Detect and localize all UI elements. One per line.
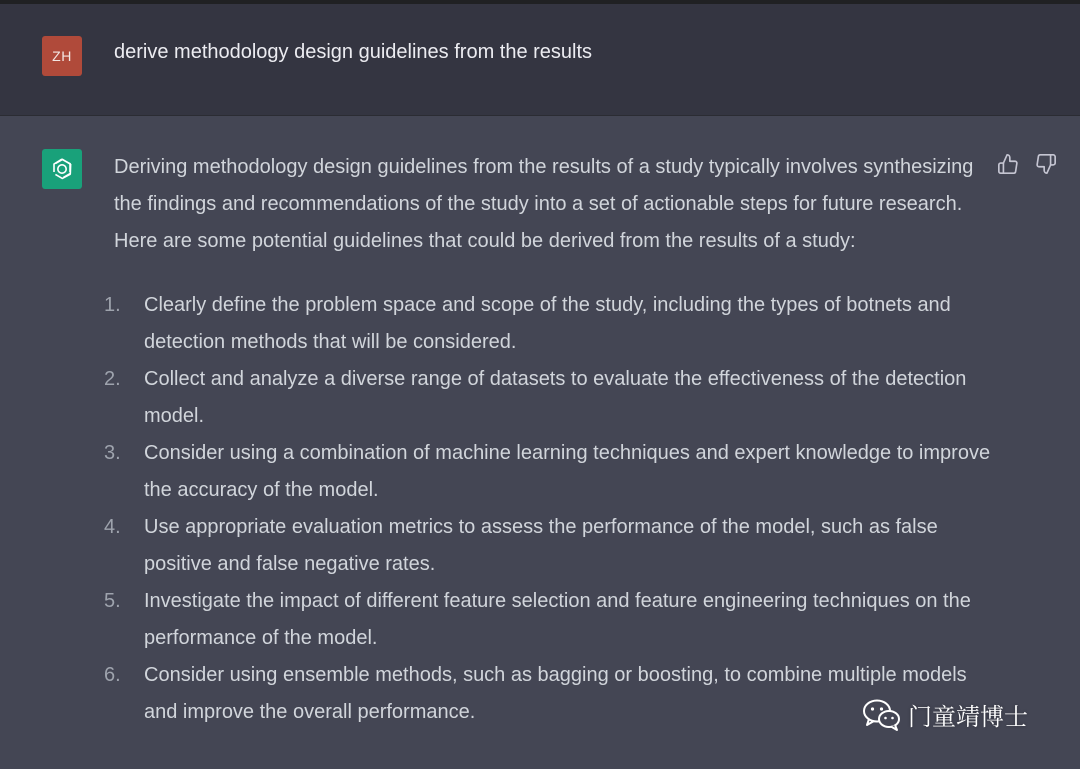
list-item-number: 2. [104,368,121,390]
list-item [104,361,994,435]
assistant-message-row [0,116,1080,769]
assistant-avatar [42,149,82,189]
assistant-answer [104,149,994,731]
answer-intro: Deriving methodology design guidelines from the results of a study typically involves synthesizing the findings and recommendations of the study into a set of actionable steps for future research. Here are some potential guidelines that could be derived from the results of a study: [114,156,974,252]
list-item-number: 3. [104,442,121,464]
list-item [104,509,994,583]
list-item-text: Collect and analyze a diverse range of datasets to evaluate the effectiveness of the detection model. [144,368,967,427]
watermark-text: 门童靖博士 [908,703,1028,731]
guidelines-list [104,287,994,731]
list-item-text: Clearly define the problem space and scope of the study, including the types of botnets and detection methods that will be considered. [144,294,951,353]
list-item-text: Investigate the impact of different feature selection and feature engineering techniques on the performance of the model. [144,590,971,649]
wechat-icon [862,698,902,732]
list-item-text: Use appropriate evaluation metrics to assess the performance of the model, such as false positive and false negative rates. [144,516,938,575]
thumbs-up-button[interactable] [996,152,1020,176]
list-item-number: 5. [104,590,121,612]
openai-logo-icon [49,156,75,182]
watermark [862,697,1028,732]
list-item-number: 6. [104,664,121,686]
thumbs-up-icon [997,153,1019,175]
thumbs-down-icon [1035,153,1057,175]
list-item [104,583,994,657]
list-item [104,435,994,509]
list-item-number: 1. [104,294,121,316]
list-item-number: 4. [104,516,121,538]
list-item [104,287,994,361]
user-message-text: derive methodology design guidelines from the results [114,41,593,63]
thumbs-down-button[interactable] [1034,152,1058,176]
user-message-row [0,4,1080,116]
user-avatar: ZH [42,36,82,76]
list-item-text: Consider using a combination of machine learning techniques and expert knowledge to improve the accuracy of the model. [144,442,991,501]
list-item-text: Consider using ensemble methods, such as bagging or boosting, to combine multiple models and improve the overall performance. [144,664,967,723]
